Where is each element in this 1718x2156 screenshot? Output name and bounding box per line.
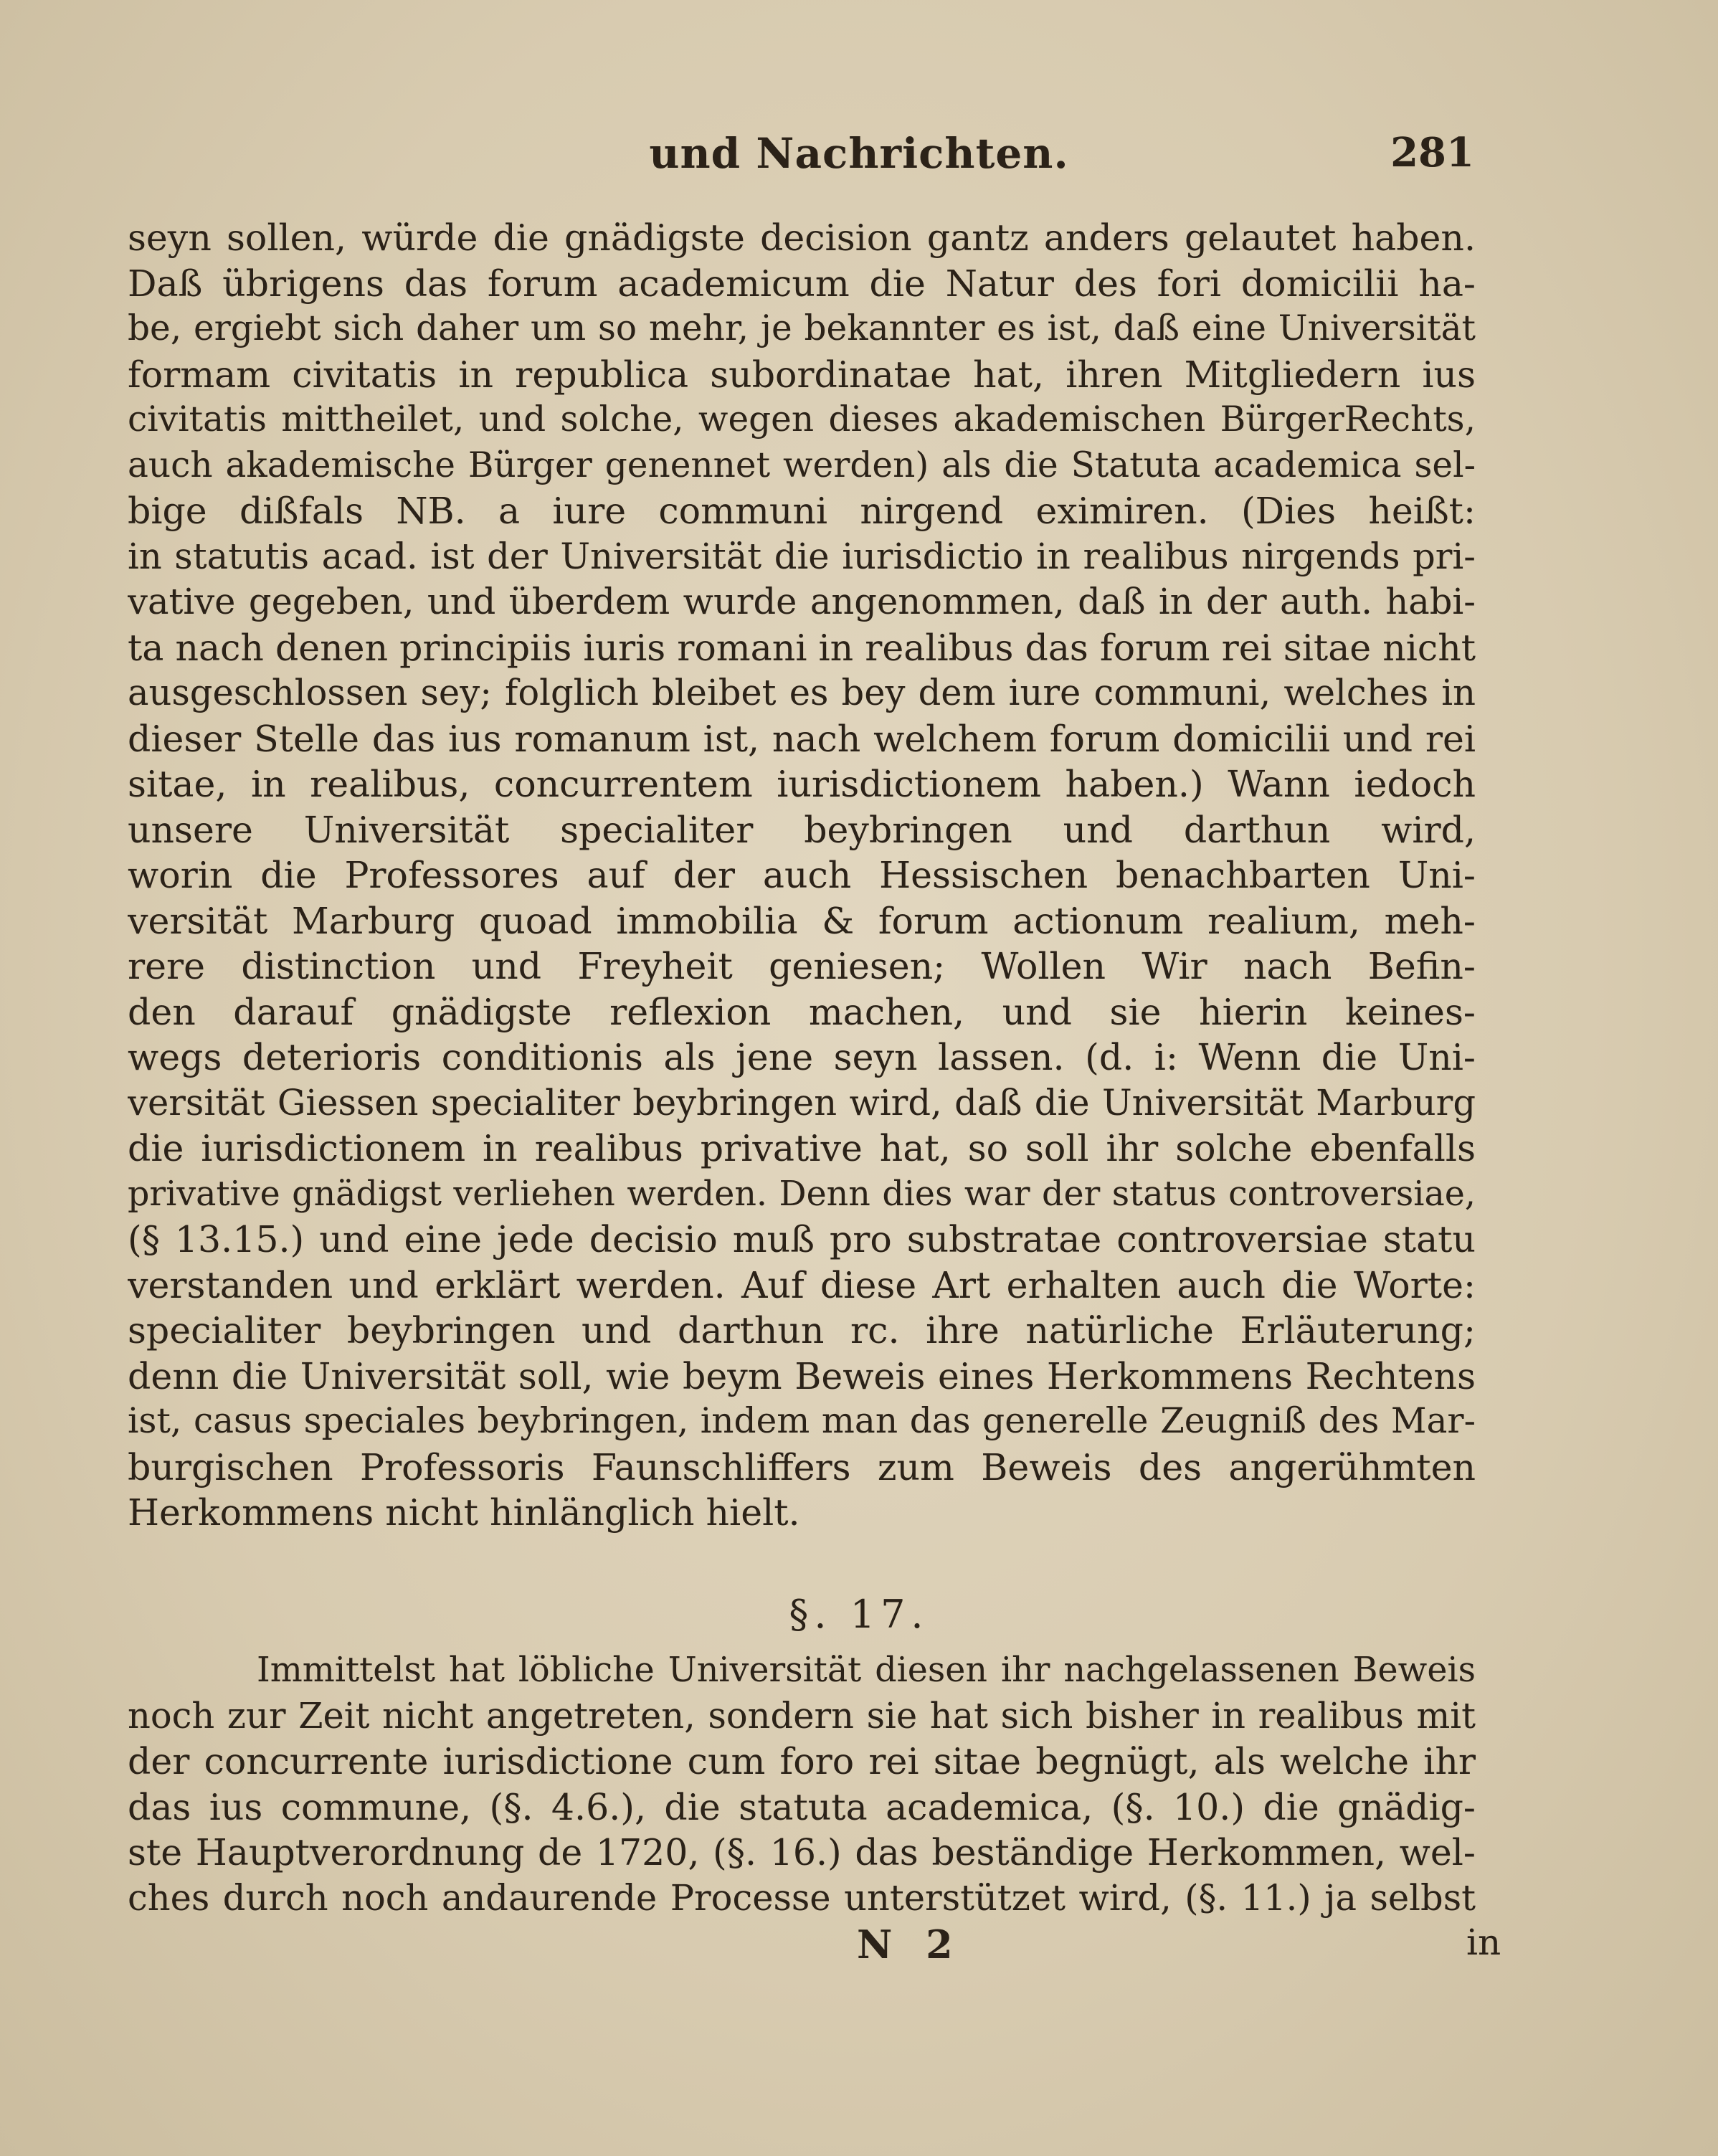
text-line: wegs deterioris conditionis als jene seyn lassen. (d. i: Wenn die Uni- [128,1036,1476,1078]
text-line: in statutis acad. ist der Universität die iurisdictio in realibus nirgends pri- [128,535,1476,577]
text-line: das ius commune, (§. 4.6.), die statuta academica, (§. 10.) die gnädig- [128,1785,1476,1828]
text-line: die iurisdictionem in realibus privative hat, so soll ihr solche ebenfalls [128,1127,1476,1169]
text-line: ausgeschlossen sey; folglich bleibet es bey dem iure communi, welches in [128,672,1476,713]
text-line: verstanden und erklärt werden. Auf diese Art erhalten auch die Worte: [128,1263,1476,1306]
text-line: civitatis mittheilet, und solche, wegen dieses akademischen BürgerRechts, [128,399,1476,440]
page-header [0,129,1718,179]
text-line: ist, casus speciales beybringen, indem man das generelle Zeugniß des Mar- [128,1401,1476,1441]
text-line: denn die Universität soll, wie beym Beweis eines Herkommens Rechtens [128,1354,1476,1397]
text-line: vative gegeben, und überdem wurde angenommen, daß in der auth. habi- [128,581,1476,622]
page-number: 281 [1390,129,1474,176]
text-line: burgischen Professoris Faunschliffers zum Beweis des angerühmten [128,1445,1476,1488]
text-line: formam civitatis in republica subordinatae hat, ihren Mitgliedern ius [128,353,1476,396]
running-title: und Nachrichten. [649,129,1069,178]
text-line: seyn sollen, würde die gnädigste decision gantz anders gelautet haben. [128,217,1476,259]
text-line: versität Marburg quoad immobilia & forum actionum realium, meh- [128,899,1476,942]
text-line: Daß übrigens das forum academicum die Natur des fori domicilii ha- [128,262,1476,305]
text-line: privative gnädigst verliehen werden. Denn dies war der status controversiae, [128,1174,1476,1214]
text-line: versität Giessen specialiter beybringen wird, daß die Universität Marburg [128,1081,1476,1124]
text-line: unsere Universität specialiter beybringen und darthun wird, [128,808,1476,851]
text-line: ta nach denen principiis iuris romani in realibus das forum rei sitae nicht [128,626,1476,669]
section-heading: §. 17. [789,1592,929,1637]
text-line: specialiter beybringen und darthun rc. ihre natürliche Erläuterung; [128,1309,1476,1352]
text-line: be, ergiebt sich daher um so mehr, je bekannter es ist, daß eine Universität [128,308,1476,348]
text-line: worin die Professores auf der auch Hessischen benachbarten Uni- [128,854,1476,896]
text-line: rere distinction und Freyheit geniesen; Wollen Wir nach Befin- [128,945,1476,987]
text-line: noch zur Zeit nicht angetreten, sondern sie hat sich bisher in realibus mit [128,1694,1476,1737]
text-line: Immittelst hat löbliche Universität diesen ihr nachgelassenen Beweis [257,1651,1476,1690]
printer-signature: N 2 [857,1922,963,1967]
text-line: bige dißfals NB. a iure communi nirgend eximiren. (Dies heißt: [128,490,1476,532]
body-paragraph-2 [128,1648,1476,1921]
text-line: dieser Stelle das ius romanum ist, nach welchem forum domicilii und rei [128,717,1476,760]
text-line: sitae, in realibus, concurrentem iurisdictionem haben.) Wann iedoch [128,763,1476,805]
text-line: Herkommens nicht hinlänglich hielt. [128,1491,800,1534]
catchword: in [1466,1922,1501,1963]
text-line: ches durch noch andaurende Processe unterstützet wird, (§. 11.) ja selbst [128,1876,1476,1919]
text-line: ste Hauptverordnung de 1720, (§. 16.) das beständige Herkommen, wel- [128,1831,1476,1874]
page-footer [0,1922,1718,1972]
body-paragraph-1 [128,215,1476,1536]
text-line: der concurrente iurisdictione cum foro rei sitae begnügt, als welche ihr [128,1740,1476,1782]
text-line: auch akademische Bürger genennet werden) als die Statuta academica sel- [128,445,1476,485]
text-line: (§ 13.15.) und eine jede decisio muß pro substratae controversiae statu [128,1218,1476,1260]
text-line: den darauf gnädigste reflexion machen, und sie hierin keines- [128,990,1476,1033]
